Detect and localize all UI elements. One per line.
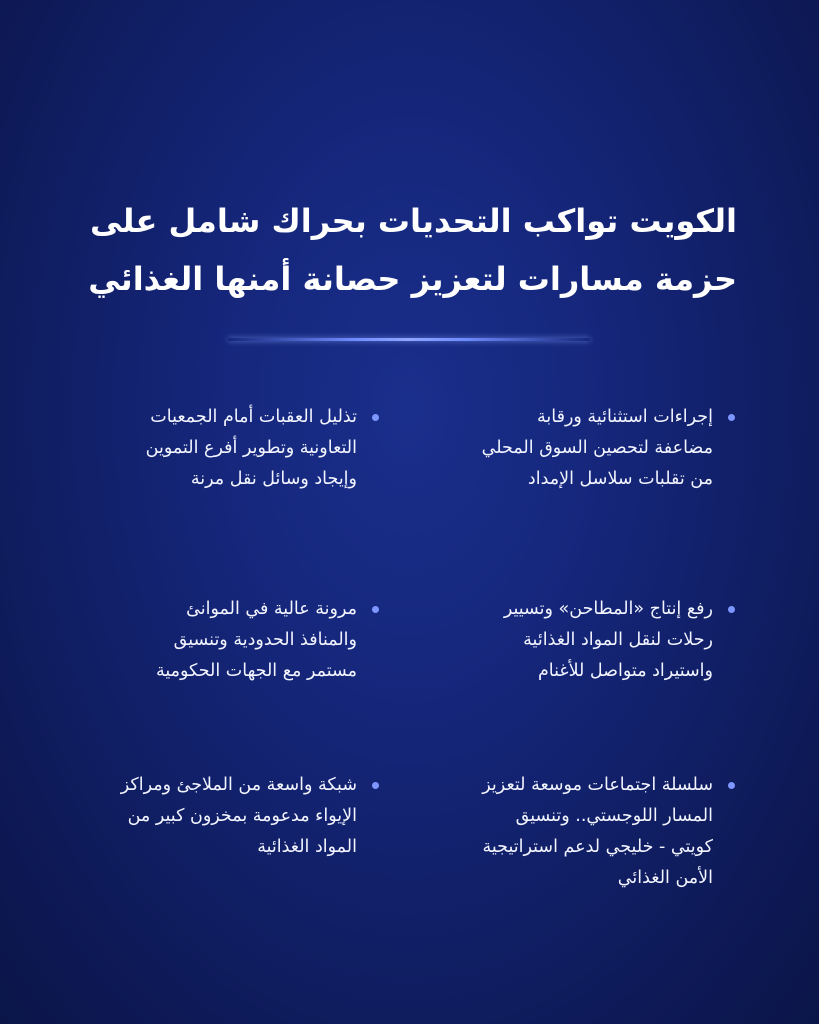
point-line: وإيجاد وسائل نقل مرنة: [190, 469, 357, 489]
point-line: مرونة عالية في الموانئ: [186, 599, 357, 619]
point-line: مستمر مع الجهات الحكومية: [155, 661, 357, 681]
headline: [60, 192, 737, 308]
bullet-dot-icon: [372, 414, 379, 421]
bullet-dot-icon: [728, 414, 735, 421]
bullet-dot-icon: [372, 782, 379, 789]
point-line: إجراءات استثنائية ورقابة: [537, 407, 713, 427]
point-item-6: [59, 770, 357, 863]
point-line: والمنافذ الحدودية وتنسيق: [173, 630, 357, 650]
point-line: واستيراد متواصل للأغنام: [537, 661, 713, 681]
bullet-dot-icon: [728, 606, 735, 613]
point-line: كويتي - خليجي لدعم استراتيجية: [482, 837, 713, 857]
point-line: شبكة واسعة من الملاجئ ومراكز: [120, 775, 357, 795]
point-line: مضاعفة لتحصين السوق المحلي: [481, 438, 713, 458]
headline-line-2: حزمة مسارات لتعزيز حصانة أمنها الغذائي: [88, 260, 737, 298]
point-item-3: [415, 594, 713, 687]
point-line: المواد الغذائية: [257, 837, 357, 857]
bullet-dot-icon: [728, 782, 735, 789]
point-item-4: [59, 594, 357, 687]
title-divider: [228, 338, 590, 341]
point-line: رحلات لنقل المواد الغذائية: [523, 630, 713, 650]
point-item-5: [415, 770, 713, 894]
point-line: الإيواء مدعومة بمخزون كبير من: [127, 806, 357, 826]
point-line: تذليل العقبات أمام الجمعيات: [150, 407, 357, 427]
point-line: من تقلبات سلاسل الإمداد: [527, 469, 713, 489]
headline-line-1: الكويت تواكب التحديات بحراك شامل على: [90, 202, 737, 240]
bullet-dot-icon: [372, 606, 379, 613]
point-line: المسار اللوجستي.. وتنسيق: [515, 806, 713, 826]
point-line: الأمن الغذائي: [617, 868, 713, 888]
point-item-2: [59, 402, 357, 495]
point-line: رفع إنتاج «المطاحن» وتسيير: [503, 599, 713, 619]
point-line: التعاونية وتطوير أفرع التموين: [145, 438, 357, 458]
point-line: سلسلة اجتماعات موسعة لتعزيز: [482, 775, 713, 795]
point-item-1: [415, 402, 713, 495]
